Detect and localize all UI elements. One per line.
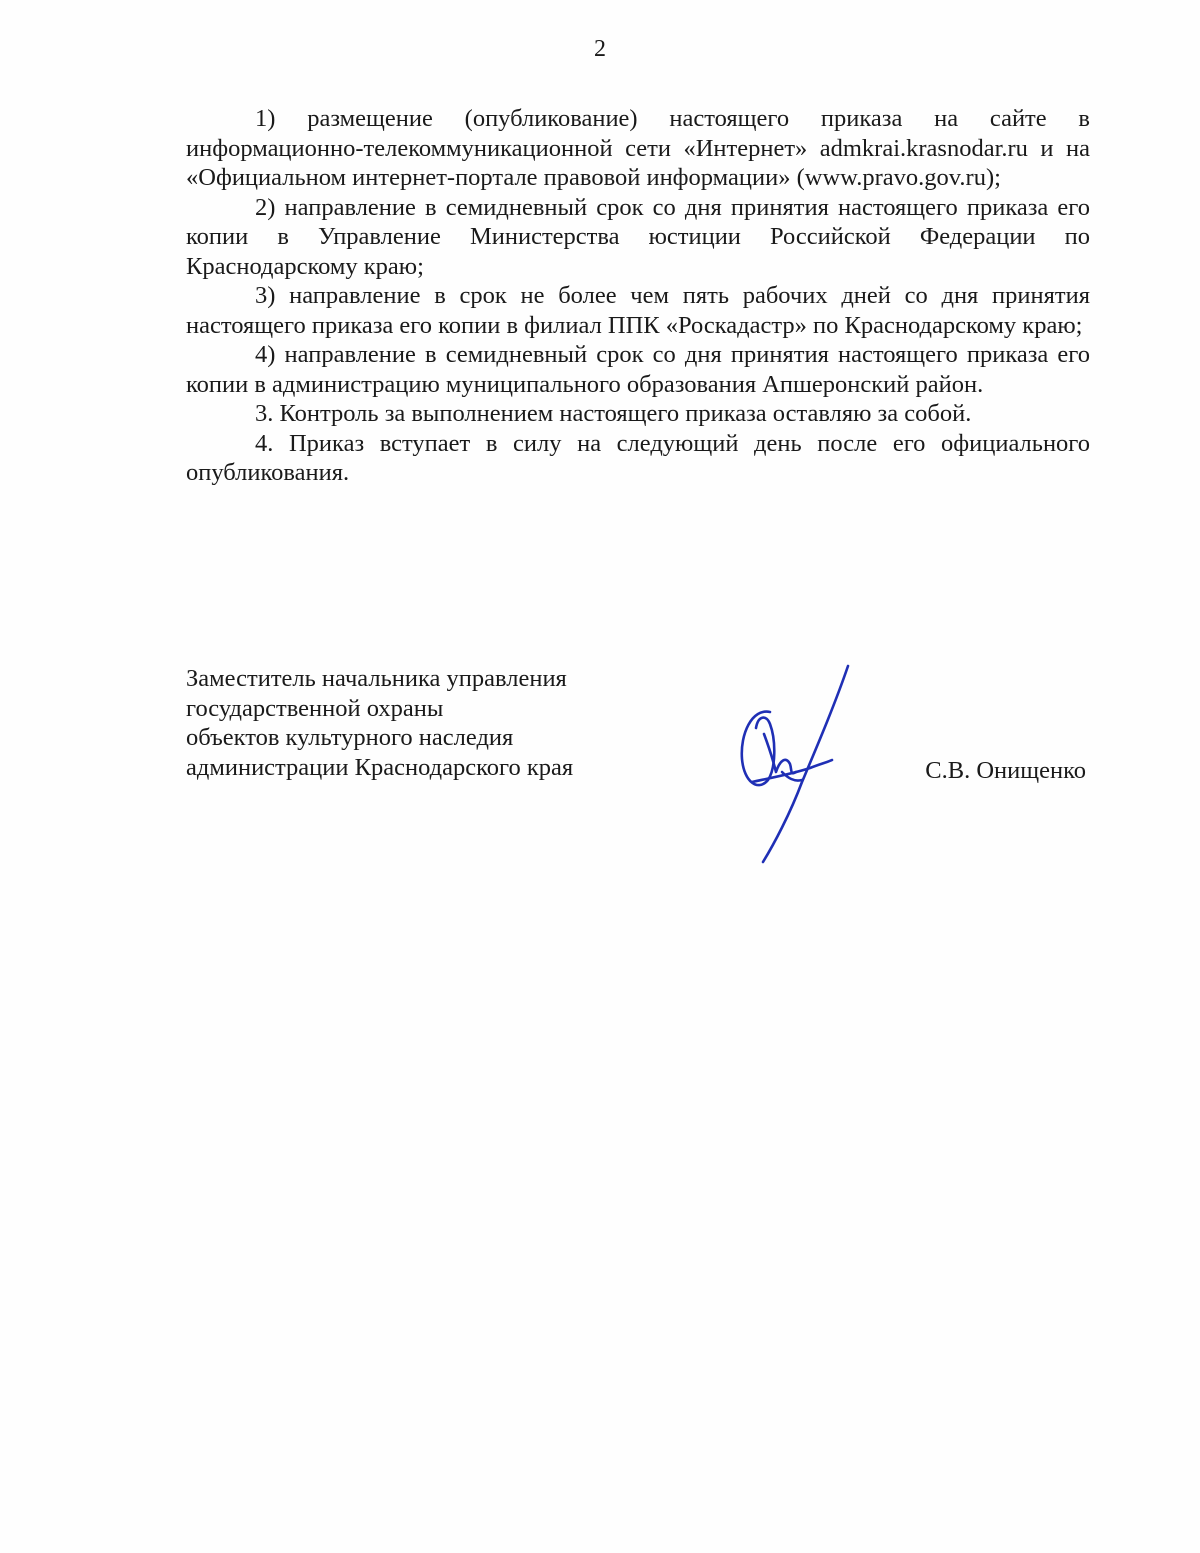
signer-name: С.В. Онищенко: [925, 757, 1086, 784]
paragraph-justice-ministry: 2) направление в семидневный срок со дня принятия настоящего приказа его копии в Управление Министерства юстиции Российской Федерации по Краснодарскому краю;: [186, 193, 1090, 280]
signature-block: [186, 664, 1090, 884]
paragraph-effective-date: 4. Приказ вступает в силу на следующий день после его официального опубликования.: [186, 429, 1090, 486]
signer-title: [186, 664, 573, 782]
signer-title-line: Заместитель начальника управления: [186, 665, 567, 692]
signer-title-line: администрации Краснодарского края: [186, 753, 574, 781]
document-body: [186, 104, 1090, 488]
paragraph-roskadastr: 3) направление в срок не более чем пять рабочих дней со дня принятия настоящего приказа его копии в филиал ППК «Роскадастр» по Краснодарскому краю;: [186, 282, 1090, 339]
paragraph-control: 3. Контроль за выполнением настоящего приказа оставляю за собой.: [255, 400, 972, 427]
page-number: 2: [594, 36, 606, 62]
signer-title-line: объектов культурного наследия: [186, 724, 514, 751]
handwritten-signature: [730, 664, 860, 874]
paragraph-publication: 1) размещение (опубликование) настоящего приказа на сайте в информационно-телекоммуникационной сети «Интернет» admkrai.krasnodar.ru и на «Официальном интернет-портале правовой информации» (www.pravo.gov.ru);: [186, 105, 1090, 191]
paragraph-municipality: 4) направление в семидневный срок со дня принятия настоящего приказа его копии в администрацию муниципального образования Апшеронский район.: [186, 341, 1090, 398]
signer-title-line: государственной охраны: [186, 694, 444, 722]
